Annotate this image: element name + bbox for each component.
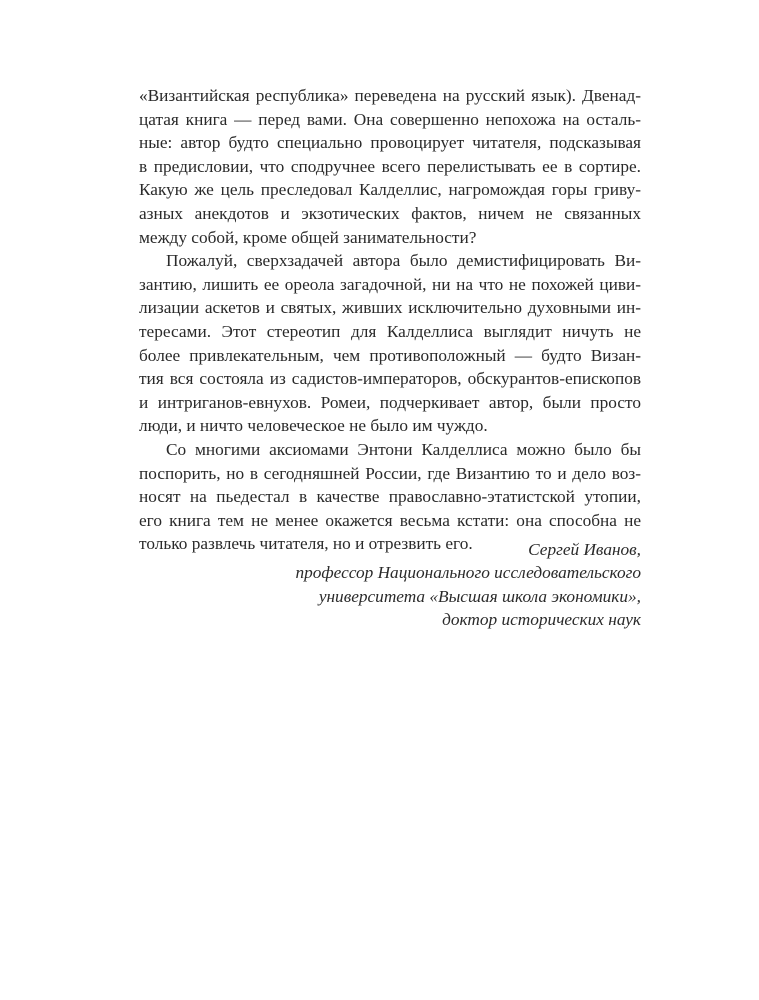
text-line: носят на пьедестал в качестве православно-этатистской утопии, — [139, 487, 641, 507]
text-line: между собой, кроме общей занимательности? — [139, 227, 477, 247]
text-line: поспорить, но в сегодняшней России, где Византию то и дело воз- — [139, 463, 641, 483]
text-line: его книга тем не менее окажется весьма кстати: она способна не — [139, 510, 641, 530]
text-line: цатая книга — перед вами. Она совершенно непохожа на осталь- — [139, 109, 641, 129]
text-line: тересами. Этот стереотип для Калделлиса выглядит ничуть не — [139, 321, 641, 341]
text-line: Пожалуй, сверхзадачей автора было демистифицировать Ви- — [166, 251, 641, 271]
body-text — [139, 84, 641, 556]
text-line: Со многими аксиомами Энтони Калделлиса можно было бы — [166, 439, 641, 459]
text-line: Какую же цель преследовал Калделлис, нагромождая горы гриву- — [139, 180, 641, 200]
signature-block — [181, 538, 641, 632]
text-line: в предисловии, что сподручнее всего перелистывать ее в сортире. — [139, 156, 641, 176]
paragraph — [139, 84, 641, 249]
text-line: азных анекдотов и экзотических фактов, ничем не связанных — [139, 203, 641, 223]
text-line: «Византийская республика» переведена на русский язык). Двенад- — [139, 86, 641, 105]
text-line: зантию, лишить ее ореола загадочной, ни на что не похожей циви- — [139, 274, 641, 294]
paragraph — [139, 249, 641, 438]
text-line: более привлекательным, чем противоположный — будто Визан- — [139, 345, 641, 365]
text-line: и интриганов-евнухов. Ромеи, подчеркивает автор, были просто — [139, 392, 641, 412]
text-line: лизации аскетов и святых, живших исключительно духовными ин- — [139, 298, 641, 318]
text-line: ные: автор будто специально провоцирует читателя, подсказывая — [139, 133, 641, 153]
signature-title-line: профессор Национального исследовательского — [295, 563, 641, 583]
signature-affiliation-line: университета «Высшая школа экономики», — [318, 586, 641, 606]
text-line: тия вся состояла из садистов-императоров, обскурантов-епископов — [139, 369, 641, 389]
text-line: только развлечь читателя, но и отрезвить его. — [139, 534, 473, 554]
text-line: люди, и ничто человеческое не было им чуждо. — [139, 416, 488, 436]
signature-author-name: Сергей Иванов, — [528, 540, 641, 559]
signature-degree-line: доктор исторических наук — [442, 610, 641, 630]
